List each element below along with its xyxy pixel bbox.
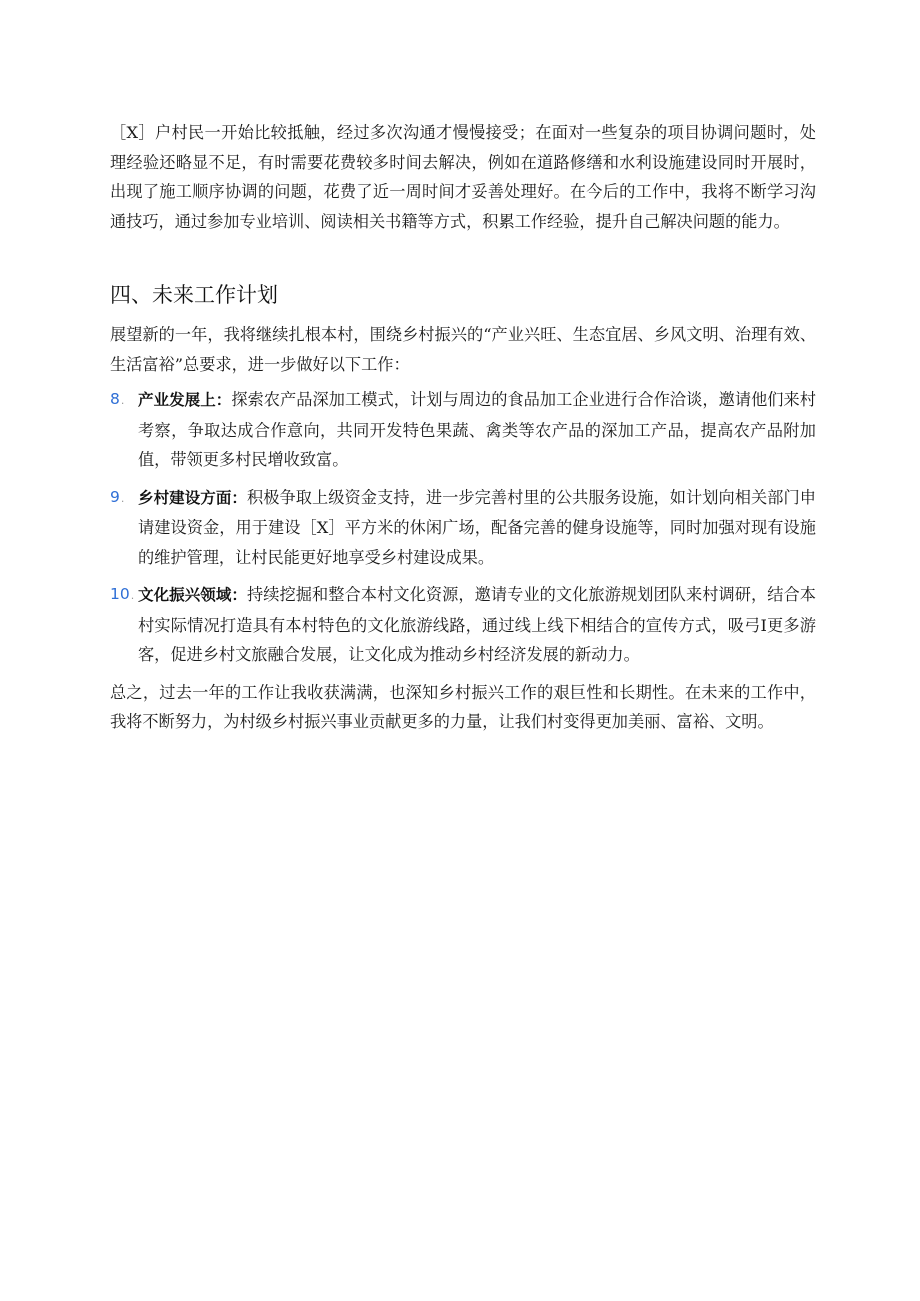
document-page (110, 118, 816, 737)
list-item-text: 持续挖掘和整合本村文化资源，邀请专业的文化旅游规划团队来村调研，结合本村实际情况打造具有本村特色的文化旅游线路，通过线上线下相结合的宣传方式，吸弓I更多游客，促进乡村文旅融合发展，让文化成为推动乡村经济发展的新动力。 (138, 585, 816, 664)
list-item-number: 8. (110, 390, 125, 408)
list-item-culture (110, 580, 816, 670)
list-item-label: 产业发展上： (138, 391, 232, 409)
intro-paragraph: 展望新的一年，我将继续扎根本村，围绕乡村振兴的“产业兴旺、生态宜居、乡风文明、治理有效、生活富裕”总要求，进一步做好以下工作： (110, 325, 816, 374)
list-item-number: 10. (110, 585, 135, 603)
list-item-body (138, 385, 816, 475)
list-item-number: 9. (110, 487, 125, 506)
list-item-text: 探索农产品深加工模式，计划与周边的食品加工企业进行合作洽谈，邀请他们来村考察，争取达成合作意向，共同开发特色果蔬、禽类等农产品的深加工产品，提高农产品附加值，带领更多村民增收致富。 (138, 390, 816, 469)
summary-paragraph: 总之，过去一年的工作让我收获满满，也深知乡村振兴工作的艰巨性和长期性。在未来的工作中，我将不断努力，为村级乡村振兴事业贡献更多的力量，让我们村变得更加美丽、富裕、文明。 (110, 682, 816, 731)
list-item-body (138, 483, 816, 573)
list-item-body (138, 580, 816, 670)
list-item-label: 乡村建设方面： (138, 488, 247, 507)
section-heading: 四、未来工作计划 (110, 283, 278, 307)
list-item-label: 文化振兴领域： (138, 586, 247, 604)
list-item-text: 积极争取上级资金支持，进一步完善村里的公共服务设施，如计划向相关部门申请建设资金，用于建设［X］平方米的休闲广场，配备完善的健身设施等，同时加强对现有设施的维护管理，让村民能更好地享受乡村建设成果。 (138, 487, 816, 567)
list-item-construction (110, 483, 816, 573)
list-item-industry (110, 385, 816, 475)
paragraph-top: ［X］户村民一开始比较抵触，经过多次沟通才慢慢接受；在面对一些复杂的项目协调问题时，处理经验还略显不足，有时需要花费较多时间去解决，例如在道路修缮和水利设施建设同时开展时，出现了施工顺序协调的问题，花费了近一周时间才妥善处理好。在今后的工作中，我将不断学习沟通技巧，通过参加专业培训、阅读相关书籍等方式，积累工作经验，提升自己解决问题的能力。 (110, 123, 816, 231)
